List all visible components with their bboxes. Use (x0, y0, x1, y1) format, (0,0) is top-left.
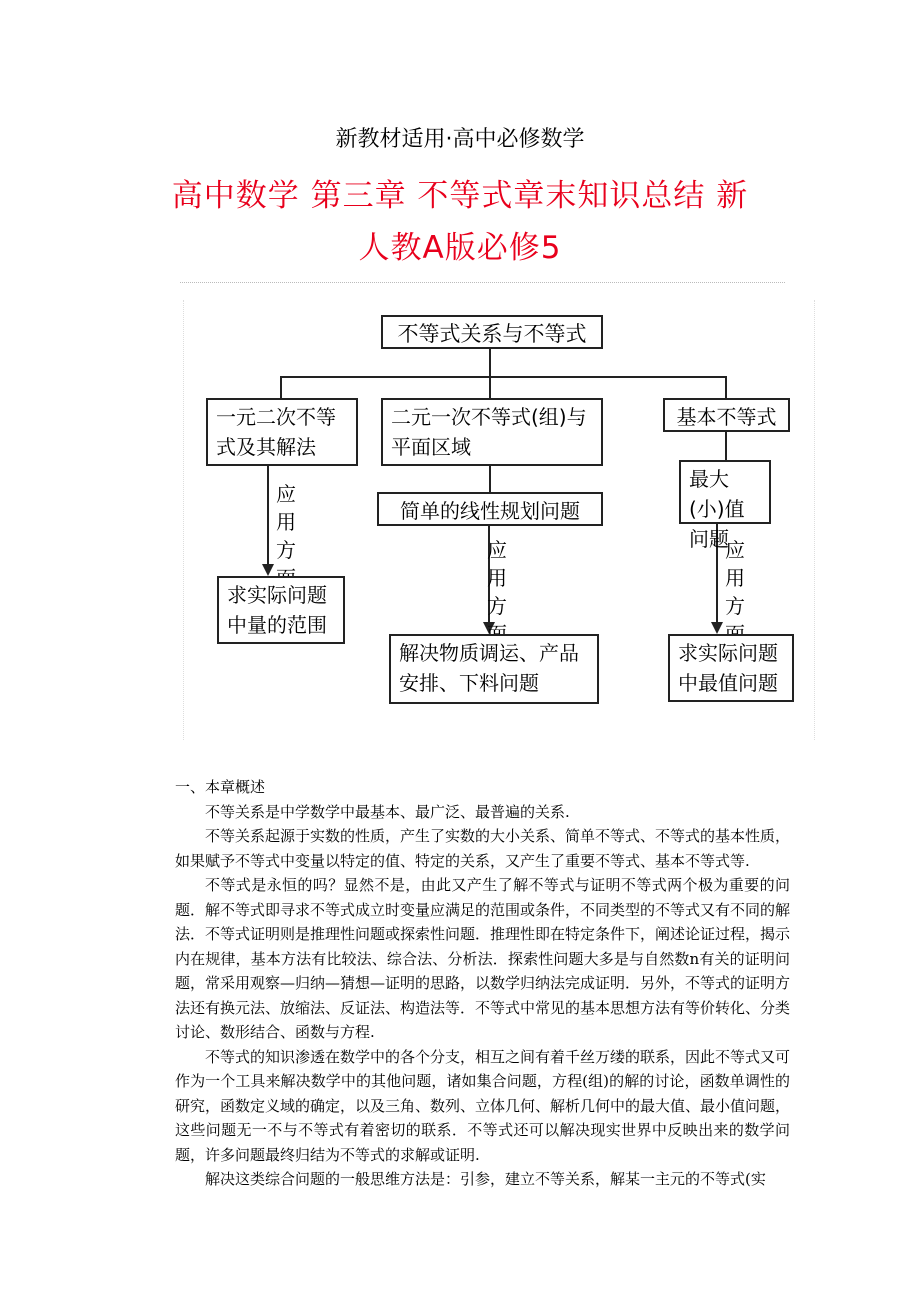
separator (180, 282, 785, 283)
concept-diagram (183, 300, 815, 740)
branch3-top-box: 基本不等式 (663, 398, 790, 432)
paragraph: 不等式的知识渗透在数学中的各个分支，相互之间有着千丝万缕的联系，因此不等式又可作为一个工具来解决数学中的其他问题，诸如集合问题，方程(组)的解的讨论，函数单调性的研究，函数定义域的确定，以及三角、数列、立体几何、解析几何中的最大值、最小值问题，这些问题无一不与不等式有着密切的联系．不等式还可以解决现实世界中反映出来的数学问题，许多问题最终归结为不等式的求解或证明. (175, 1047, 791, 1164)
branch1-result-box: 求实际问题中量的范围 (217, 576, 345, 644)
branch2-apply-label: 应用方 (487, 538, 507, 618)
branch2-result-box: 解决物质调运、产品安排、下料问题 (389, 634, 599, 704)
title-line-1: 高中数学 第三章 不等式章末知识总结 新 (171, 178, 749, 214)
chapter-text (175, 775, 790, 1192)
branch3-mid-box: 最大(小)值问题 (679, 460, 771, 524)
branch1-top-box: 一元二次不等式及其解法 (206, 398, 358, 466)
branch3-apply-label: 应用方 (725, 538, 745, 618)
section-title: 一、本章概述 (175, 778, 266, 796)
header-text: 新教材适用·高中必修数学 (335, 127, 585, 152)
paragraph: 不等式是永恒的吗？显然不是，由此又产生了解不等式与证明不等式两个极为重要的问题．解不等式即寻求不等式成立时变量应满足的范围或条件，不同类型的不等式又有不同的解法．不等式证明则是推理性问题或探索性问题．推理性即在特定条件下，阐述论证过程，揭示内在规律，基本方法有比较法、综合法、分析法．探索性问题大多是与自然数n有关的证明问题，常采用观察—归纳—猜想—证明的思路，以数学归纳法完成证明．另外，不等式的证明方法还有换元法、放缩法、反证法、构造法等．不等式中常见的基本思想方法有等价转化、分类讨论、数形结合、函数与方程. (175, 876, 791, 1041)
title-line-2: 人教A版必修5 (358, 230, 562, 266)
branch2-mid-box: 简单的线性规划问题 (377, 492, 603, 526)
branch3-result-box: 求实际问题中最值问题 (668, 634, 794, 702)
root-box: 不等式关系与不等式 (381, 315, 603, 349)
paragraph: 不等关系是中学数学中最基本、最广泛、最普遍的关系. (205, 802, 570, 821)
branch1-apply-label: 应用方 (276, 482, 296, 562)
paragraph: 不等关系起源于实数的性质，产生了实数的大小关系、简单不等式、不等式的基本性质，如果赋予不等式中变量以特定的值、特定的关系，又产生了重要不等式、基本不等式等. (175, 827, 791, 870)
branch2-top-box: 二元一次不等式(组)与平面区域 (381, 398, 603, 466)
paragraph: 解决这类综合问题的一般思维方法是：引参，建立不等关系，解某一主元的不等式(实 (205, 1170, 766, 1188)
